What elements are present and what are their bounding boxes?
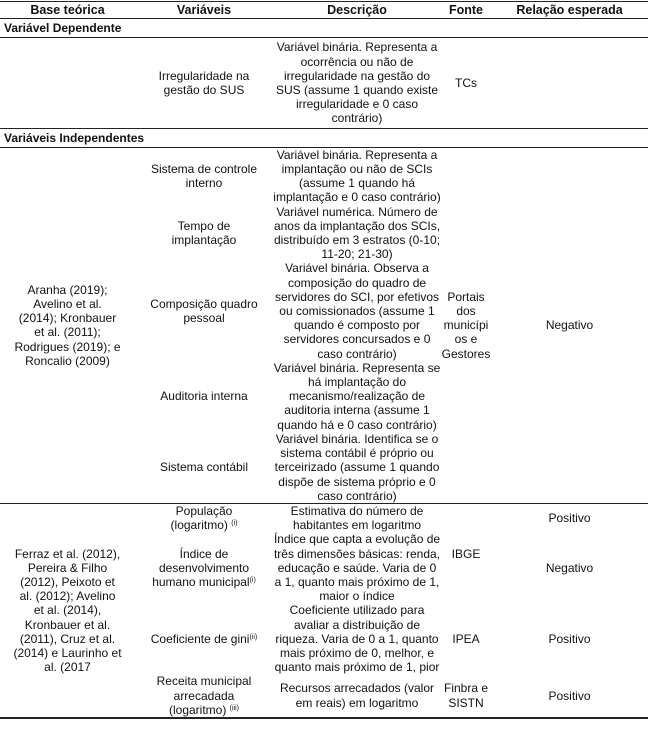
header-descricao: Descrição — [327, 3, 387, 17]
cell-relation — [491, 38, 648, 128]
header-relacao: Relação esperada — [516, 3, 623, 17]
variable-name: Coeficiente de gini — [150, 631, 250, 646]
footnote-marker: (iii) — [229, 704, 239, 712]
cell-relation: Positivo — [548, 688, 591, 703]
section-independent — [0, 128, 648, 147]
header-variaveis: Variáveis — [176, 3, 232, 17]
footnote-marker: (i) — [249, 576, 256, 584]
variable-name: Índice de desenvolvimento humano municipal — [152, 546, 250, 589]
cell-variable — [135, 532, 273, 603]
cell-source: Portais dos municípi os e Gestores — [441, 289, 491, 361]
table-header-row — [0, 2, 648, 19]
section-label: Variáveis Independentes — [0, 128, 648, 147]
cell-base: Ferraz et al. (2012), Pereira & Filho (2012), Peixoto et al. (2012); Avelino et al. (2014), Kronbauer et al. (2011), Cruz et al. (2014) e Laurinho et al. (2017 — [13, 546, 122, 675]
header-fonte: Fonte — [448, 3, 484, 17]
cell-description: Variável binária. Identifica se o sistema contábil é próprio ou terceirizado (assume 1 quando dispõe de sistema próprio e 0 caso contrário) — [274, 431, 440, 503]
cell-description: Variável binária. Representa se há implantação do mecanismo/realização de auditoria interna (assume 1 quando há e 0 caso contrário) — [273, 360, 441, 432]
cell-variable: Tempo de implantação — [171, 218, 237, 248]
cell-relation: Positivo — [548, 511, 591, 525]
cell-description: Coeficiente utilizado para avaliar a distribuição de riqueza. Varia de 0 a 1, quanto mais próximo de 0, melhor, e quanto mais próximo de 1, pior — [274, 603, 440, 675]
header-base-teorica: Base teórica — [30, 3, 105, 17]
cell-source: TCs — [455, 75, 477, 90]
cell-description: Variável binária. Observa a composição do quadro de servidores do SCI, por efetivos ou comissionados (assume 1 quando é composto por servidores concursados e 0 caso contrário) — [274, 261, 440, 361]
section-dependent — [0, 19, 648, 38]
cell-description: Recursos arrecadados (valor em reais) em logaritmo — [279, 681, 435, 710]
cell-variable: Irregularidade na gestão do SUS — [158, 68, 250, 98]
cell-base: Aranha (2019); Avelino et al. (2014); Kronbauer et al. (2011); Rodrigues (2019); e Roncalio (2009) — [14, 282, 121, 368]
cell-variable — [135, 503, 273, 532]
cell-variable — [135, 603, 273, 674]
section-label: Variável Dependente — [0, 19, 648, 38]
cell-description: Índice que capta a evolução de três dimensões básicas: renda, educação e saúde. Varia de 0 a 1, quanto mais próximo de 1, maior o índice — [273, 532, 441, 604]
cell-source: IBGE — [451, 546, 481, 561]
cell-variable: Sistema contábil — [159, 460, 249, 475]
cell-relation: Negativo — [545, 318, 594, 333]
table-row — [0, 147, 648, 204]
footnote-marker: (i) — [231, 520, 238, 528]
table-row — [0, 503, 648, 532]
cell-description: Variável binária. Representa a ocorrência ou não de irregularidade na gestão do SUS (assume 1 quando existe irregularidade e 0 caso contrário) — [275, 40, 439, 126]
cell-variable: Composição quadro pessoal — [150, 296, 258, 326]
cell-description: Variável binária. Representa a implantação ou não de SCIs (assume 1 quando há implantação e 0 caso contrário) — [273, 147, 441, 205]
variables-table — [0, 1, 648, 719]
cell-relation: Negativo — [545, 560, 594, 575]
cell-base — [0, 38, 135, 128]
variable-name: População (logaritmo) — [170, 503, 233, 533]
table-row — [0, 38, 648, 128]
cell-variable: Auditoria interna — [160, 389, 248, 404]
cell-variable: Sistema de controle interno — [150, 162, 258, 191]
cell-source: Finbra e SISTN — [443, 681, 489, 710]
cell-source: IPEA — [452, 631, 480, 646]
cell-description: Variável numérica. Número de anos da implantação dos SCIs, distribuído em 3 estratos (0-10; 11-20; 21-30) — [273, 204, 441, 262]
cell-relation: Positivo — [548, 631, 591, 646]
footnote-marker: (ii) — [249, 633, 258, 641]
variable-name: Receita municipal arrecadada (logaritmo) — [156, 674, 252, 717]
cell-variable — [135, 674, 273, 718]
cell-description: Estimativa do número de habitantes em logaritmo — [290, 503, 424, 533]
